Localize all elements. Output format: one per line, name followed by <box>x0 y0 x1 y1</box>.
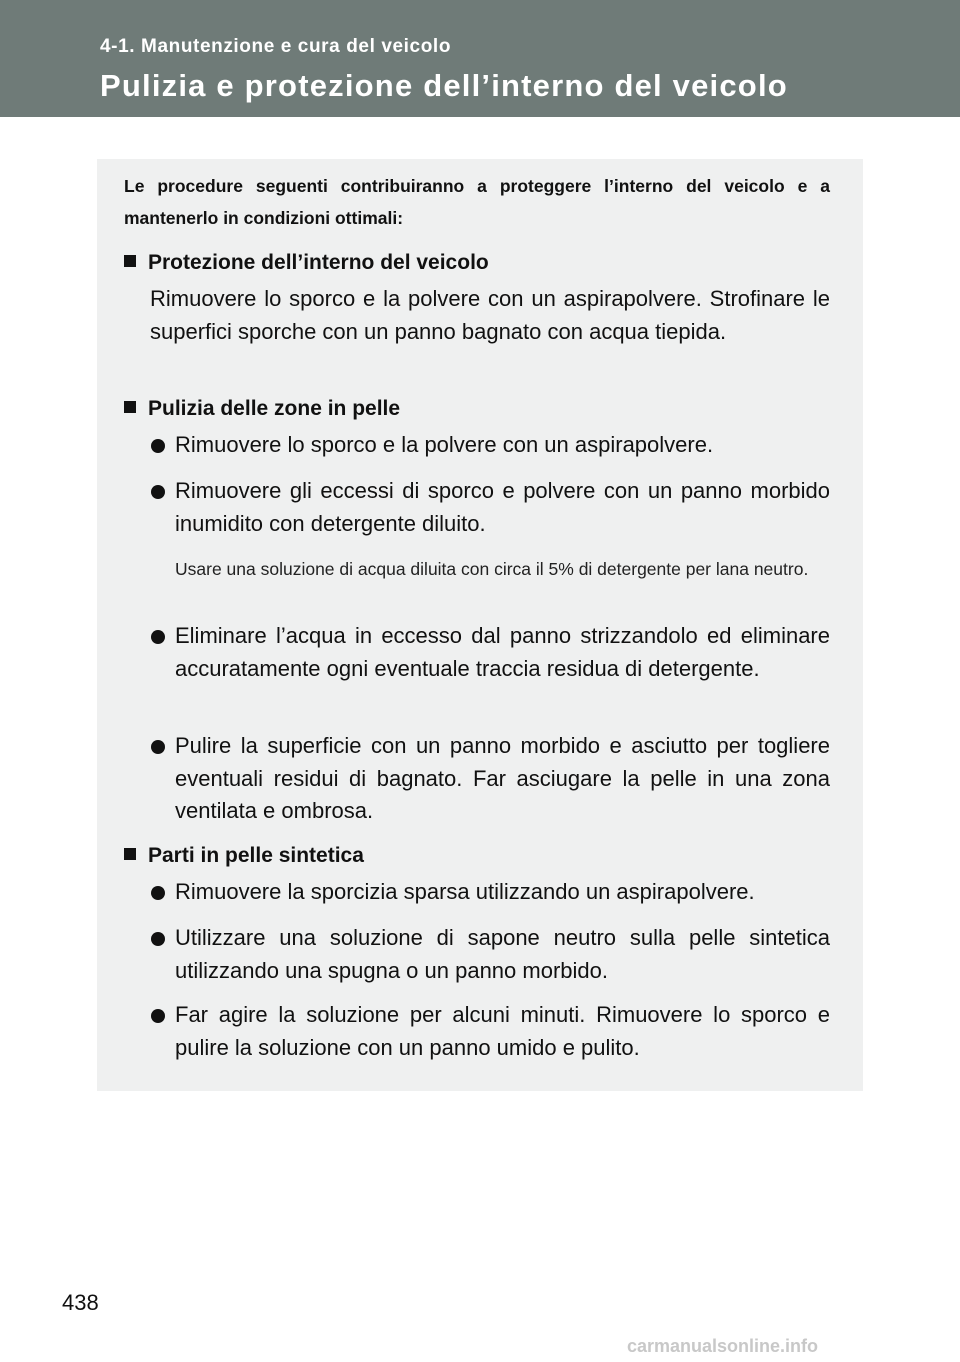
section-heading-protezione: Protezione dell’interno del veicolo <box>124 247 830 279</box>
page-number: 438 <box>62 1290 99 1315</box>
section-label: 4-1. Manutenzione e cura del veicolo <box>100 36 452 57</box>
square-bullet-icon <box>124 401 136 413</box>
watermark: carmanualsonline.info <box>627 1336 819 1356</box>
page-title: Pulizia e protezione dell’interno del veicolo <box>100 68 788 103</box>
bullet-dot-icon <box>151 886 165 900</box>
square-bullet-icon <box>124 255 136 267</box>
bullet-dot-icon <box>151 485 165 499</box>
list-item: Utilizzare una soluzione di sapone neutro sulla pelle sintetica utilizzando una spugna o un panno morbido. <box>150 922 830 987</box>
list-item: Rimuovere gli eccessi di sporco e polvere con un panno morbido inumidito con detergente diluito. <box>150 475 830 540</box>
bullet-dot-icon <box>151 1009 165 1023</box>
page-header <box>0 0 960 117</box>
note-text: Usare una soluzione di acqua diluita con circa il 5% di detergente per lana neutro. <box>175 559 809 579</box>
intro-text: Le procedure seguenti contribuiranno a proteggere l’interno del veicolo e a mantenerlo in condizioni ottimali: <box>124 176 830 228</box>
section-heading-pelle-sintetica: Parti in pelle sintetica <box>124 840 830 872</box>
bullet-dot-icon <box>151 740 165 754</box>
list-item: Rimuovere lo sporco e la polvere con un aspirapolvere. <box>150 429 830 462</box>
list-item: Rimuovere la sporcizia sparsa utilizzando un aspirapolvere. <box>150 876 830 909</box>
square-bullet-icon <box>124 848 136 860</box>
bullet-dot-icon <box>151 439 165 453</box>
section-paragraph-protezione: Rimuovere lo sporco e la polvere con un aspirapolvere. Strofinare le superfici sporche con un panno bagnato con acqua tiepida. <box>150 286 830 344</box>
list-item: Far agire la soluzione per alcuni minuti. Rimuovere lo sporco e pulire la soluzione con un panno umido e pulito. <box>150 999 830 1064</box>
bullet-dot-icon <box>151 630 165 644</box>
section-heading-pelle: Pulizia delle zone in pelle <box>124 393 830 425</box>
list-item: Pulire la superficie con un panno morbido e asciutto per togliere eventuali residui di bagnato. Far asciugare la pelle in una zona ventilata e ombrosa. <box>150 730 830 828</box>
list-item: Eliminare l’acqua in eccesso dal panno strizzandolo ed eliminare accuratamente ogni eventuale traccia residua di detergente. <box>150 620 830 685</box>
bullet-dot-icon <box>151 932 165 946</box>
